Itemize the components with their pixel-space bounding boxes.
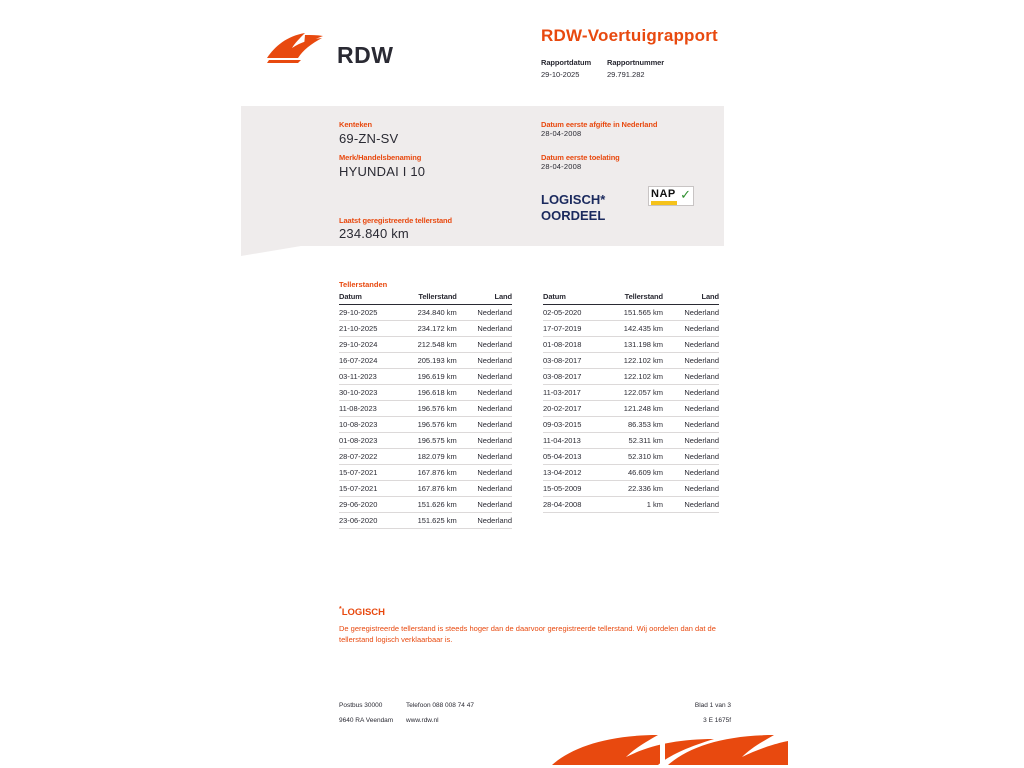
table-row <box>543 305 719 321</box>
table-row <box>543 321 719 337</box>
table-row <box>339 337 512 353</box>
cell-land: Nederland <box>463 305 512 321</box>
table-row <box>339 369 512 385</box>
cell-datum: 28-07-2022 <box>339 449 396 465</box>
cell-land: Nederland <box>463 353 512 369</box>
cell-tellerstand: 151.565 km <box>601 305 669 321</box>
cell-land: Nederland <box>669 497 719 513</box>
cell-tellerstand: 122.057 km <box>601 385 669 401</box>
make-value: HYUNDAI I 10 <box>339 164 426 179</box>
cell-datum: 29-06-2020 <box>339 497 396 513</box>
cell-datum: 17-07-2019 <box>543 321 601 337</box>
table-row <box>339 465 512 481</box>
footer-line-2 <box>339 717 731 732</box>
table-row <box>339 449 512 465</box>
table-row <box>339 513 512 529</box>
col-land: Land <box>463 292 512 305</box>
cell-tellerstand: 52.310 km <box>601 449 669 465</box>
brand-name: RDW <box>337 42 394 68</box>
footer-address-line1: Postbus 30000 <box>339 702 383 709</box>
cell-tellerstand: 196.576 km <box>396 417 463 433</box>
footer-line-1 <box>339 702 731 717</box>
license-label: Kenteken <box>339 120 372 129</box>
table-row <box>543 465 719 481</box>
cell-land: Nederland <box>463 369 512 385</box>
cell-tellerstand: 167.876 km <box>396 481 463 497</box>
cell-land: Nederland <box>463 417 512 433</box>
table-header-row <box>543 292 719 305</box>
footer-doc-code: 3 E 1675f <box>703 717 731 724</box>
cell-datum: 21-10-2025 <box>339 321 396 337</box>
cell-land: Nederland <box>669 449 719 465</box>
cell-land: Nederland <box>463 337 512 353</box>
cell-datum: 09-03-2015 <box>543 417 601 433</box>
cell-tellerstand: 196.619 km <box>396 369 463 385</box>
cell-land: Nederland <box>669 465 719 481</box>
last-odometer-label: Laatst geregistreerde tellerstand <box>339 216 452 225</box>
table-row <box>543 385 719 401</box>
cell-datum: 03-11-2023 <box>339 369 396 385</box>
first-approval-label: Datum eerste toelating <box>541 153 620 162</box>
col-tellerstand: Tellerstand <box>396 292 463 305</box>
cell-tellerstand: 52.311 km <box>601 433 669 449</box>
footer-page-info: Blad 1 van 3 <box>694 702 731 709</box>
table-row <box>339 305 512 321</box>
cell-datum: 29-10-2025 <box>339 305 396 321</box>
make-label: Merk/Handelsbenaming <box>339 153 422 162</box>
cell-tellerstand: 86.353 km <box>601 417 669 433</box>
col-land: Land <box>669 292 719 305</box>
cell-land: Nederland <box>463 449 512 465</box>
cell-tellerstand: 196.576 km <box>396 401 463 417</box>
cell-tellerstand: 131.198 km <box>601 337 669 353</box>
page-title: RDW-Voertuigrapport <box>541 26 718 45</box>
footer-address-line2: 9640 RA Veendam <box>339 717 394 724</box>
col-datum: Datum <box>543 292 601 305</box>
cell-datum: 03-08-2017 <box>543 369 601 385</box>
cell-tellerstand: 122.102 km <box>601 353 669 369</box>
cell-tellerstand: 234.840 km <box>396 305 463 321</box>
rdw-logo-icon <box>265 30 327 64</box>
odometer-table-left <box>339 292 512 529</box>
cell-datum: 05-04-2013 <box>543 449 601 465</box>
cell-datum: 15-07-2021 <box>339 465 396 481</box>
cell-tellerstand: 122.102 km <box>601 369 669 385</box>
cell-datum: 13-04-2012 <box>543 465 601 481</box>
table-header-row <box>339 292 512 305</box>
odometer-table-right <box>543 292 719 513</box>
cell-land: Nederland <box>463 433 512 449</box>
cell-land: Nederland <box>669 385 719 401</box>
cell-datum: 03-08-2017 <box>543 353 601 369</box>
table-row <box>339 353 512 369</box>
cell-land: Nederland <box>669 401 719 417</box>
cell-land: Nederland <box>463 481 512 497</box>
table-row <box>543 417 719 433</box>
report-date-label: Rapportdatum <box>541 58 592 67</box>
table-row <box>339 385 512 401</box>
report-number-label: Rapportnummer <box>607 58 665 67</box>
footer-phone: Telefoon 088 008 74 47 <box>406 702 474 709</box>
vehicle-summary-panel <box>241 106 724 246</box>
cell-land: Nederland <box>463 385 512 401</box>
first-approval-value: 28-04-2008 <box>541 162 582 171</box>
cell-datum: 01-08-2018 <box>543 337 601 353</box>
table-row <box>339 433 512 449</box>
verdict-line-1: LOGISCH* <box>541 192 606 207</box>
table-row <box>339 497 512 513</box>
license-value: 69-ZN-SV <box>339 131 399 146</box>
report-number-block <box>607 58 664 79</box>
panel-notch <box>241 246 301 256</box>
cell-datum: 20-02-2017 <box>543 401 601 417</box>
cell-tellerstand: 46.609 km <box>601 465 669 481</box>
verdict-text <box>541 192 661 224</box>
bottom-decorative-logo-icon <box>548 735 788 768</box>
cell-datum: 10-08-2023 <box>339 417 396 433</box>
cell-datum: 23-06-2020 <box>339 513 396 529</box>
col-tellerstand: Tellerstand <box>601 292 669 305</box>
cell-land: Nederland <box>463 497 512 513</box>
table-row <box>543 481 719 497</box>
table-row <box>543 369 719 385</box>
cell-tellerstand: 167.876 km <box>396 465 463 481</box>
table-row <box>543 433 719 449</box>
cell-datum: 29-10-2024 <box>339 337 396 353</box>
report-date-block <box>541 58 607 79</box>
cell-datum: 02-05-2020 <box>543 305 601 321</box>
report-number-value: 29.791.282 <box>607 70 645 79</box>
cell-datum: 01-08-2023 <box>339 433 396 449</box>
cell-land: Nederland <box>463 465 512 481</box>
cell-datum: 11-04-2013 <box>543 433 601 449</box>
first-admission-nl-label: Datum eerste afgifte in Nederland <box>541 120 658 129</box>
report-meta <box>541 58 801 79</box>
cell-datum: 30-10-2023 <box>339 385 396 401</box>
cell-tellerstand: 196.575 km <box>396 433 463 449</box>
cell-datum: 15-05-2009 <box>543 481 601 497</box>
rdw-logo-block <box>265 22 505 72</box>
cell-land: Nederland <box>669 417 719 433</box>
nap-badge-icon <box>648 186 694 206</box>
cell-tellerstand: 142.435 km <box>601 321 669 337</box>
table-row <box>543 353 719 369</box>
table-row <box>543 337 719 353</box>
cell-datum: 15-07-2021 <box>339 481 396 497</box>
table-row <box>543 401 719 417</box>
nap-bar <box>651 201 677 205</box>
cell-datum: 16-07-2024 <box>339 353 396 369</box>
cell-tellerstand: 121.248 km <box>601 401 669 417</box>
table-row <box>543 449 719 465</box>
cell-land: Nederland <box>669 433 719 449</box>
page-footer <box>339 702 731 732</box>
note-title-text: LOGISCH <box>341 607 386 619</box>
first-admission-nl-value: 28-04-2008 <box>541 129 582 138</box>
cell-tellerstand: 151.626 km <box>396 497 463 513</box>
cell-tellerstand: 151.625 km <box>396 513 463 529</box>
cell-land: Nederland <box>463 321 512 337</box>
cell-land: Nederland <box>669 337 719 353</box>
last-odometer-value: 234.840 km <box>339 226 409 241</box>
report-date-value: 29-10-2025 <box>541 70 580 79</box>
cell-land: Nederland <box>463 401 512 417</box>
cell-tellerstand: 182.079 km <box>396 449 463 465</box>
footer-website[interactable]: www.rdw.nl <box>406 717 439 724</box>
odometer-section-title: Tellerstanden <box>339 280 388 289</box>
cell-tellerstand: 1 km <box>601 497 669 513</box>
check-icon: ✓ <box>680 187 691 202</box>
col-datum: Datum <box>339 292 396 305</box>
cell-tellerstand: 205.193 km <box>396 353 463 369</box>
nap-label: NAP <box>651 188 676 200</box>
table-row <box>339 417 512 433</box>
table-row <box>339 321 512 337</box>
cell-land: Nederland <box>669 369 719 385</box>
table-row <box>543 497 719 513</box>
cell-tellerstand: 234.172 km <box>396 321 463 337</box>
verdict-line-2: OORDEEL <box>541 208 606 223</box>
cell-datum: 11-03-2017 <box>543 385 601 401</box>
cell-land: Nederland <box>669 305 719 321</box>
cell-tellerstand: 196.618 km <box>396 385 463 401</box>
cell-tellerstand: 212.548 km <box>396 337 463 353</box>
cell-tellerstand: 22.336 km <box>601 481 669 497</box>
table-row <box>339 481 512 497</box>
cell-land: Nederland <box>463 513 512 529</box>
note-body: De geregistreerde tellerstand is steeds hoger dan de daarvoor geregistreerde tellerstand. Wij oordelen dan dat de tellerstand logisch verklaarbaar is. <box>339 624 716 644</box>
cell-land: Nederland <box>669 321 719 337</box>
table-row <box>339 401 512 417</box>
note-title <box>339 606 385 618</box>
cell-land: Nederland <box>669 353 719 369</box>
note-star: * <box>339 606 342 613</box>
cell-land: Nederland <box>669 481 719 497</box>
cell-datum: 28-04-2008 <box>543 497 601 513</box>
cell-datum: 11-08-2023 <box>339 401 396 417</box>
